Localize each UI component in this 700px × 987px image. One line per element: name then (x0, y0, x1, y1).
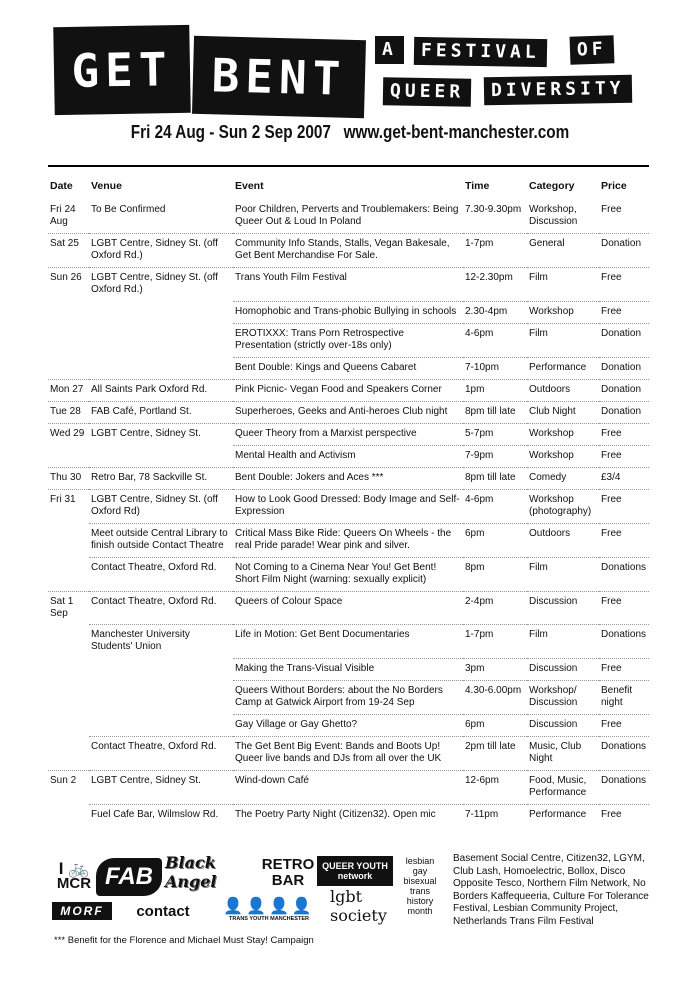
lgbt-society-logo: lgbt society (330, 887, 387, 925)
footnote: *** Benefit for the Florence and Michael Must Stay! Campaign (54, 935, 314, 946)
fab-logo: FAB (96, 858, 162, 896)
cell-date: Sat 25 (48, 234, 89, 268)
cell-date: Sun 2 (48, 770, 89, 804)
cell-category: Performance (527, 804, 599, 826)
cell-price: Donation (599, 379, 649, 401)
cell-price: Donation (599, 234, 649, 268)
cell-time: 1-7pm (463, 234, 527, 268)
festival-url[interactable]: www.get-bent-manchester.com (343, 122, 570, 142)
cell-venue: All Saints Park Oxford Rd. (89, 379, 233, 401)
table-row (48, 591, 649, 625)
cell-event: Queers Without Borders: about the No Borders Camp at Gatwick Airport from 19-24 Sep (233, 680, 463, 714)
cell-date: Sat 1 Sep (48, 591, 89, 625)
table-row (48, 445, 649, 467)
cell-venue: Contact Theatre, Oxford Rd. (89, 591, 233, 625)
contact-logo: contact (136, 902, 190, 920)
tag-word: A (375, 36, 404, 64)
header (0, 0, 700, 120)
cell-event: Trans Youth Film Festival (233, 268, 463, 302)
cell-price: Free (601, 204, 622, 215)
cell-date: Fri 31 (48, 489, 89, 523)
table-body (48, 200, 649, 826)
cell-category: Workshop (527, 423, 599, 445)
cell-time: 2-4pm (463, 591, 527, 625)
cell-event: Not Coming to a Cinema Near You! Get Bent! Short Film Night (warning: sexually explicit) (233, 557, 463, 591)
cell-date (48, 680, 89, 714)
cell-category: Music, Club Night (527, 736, 599, 770)
cell-time: 3pm (463, 658, 527, 680)
cell-event: Poor Children, Perverts and Troublemakers: Being Queer Out & Loud In Poland (235, 204, 459, 227)
cell-price: Free (599, 489, 649, 523)
cell-time: 7.30-9.30pm (465, 204, 522, 215)
cell-date (48, 658, 89, 680)
table-row (48, 467, 649, 489)
cell-date (48, 445, 89, 467)
cell-date: Mon 27 (48, 379, 89, 401)
cell-venue (89, 714, 233, 736)
cell-time: 7-9pm (463, 445, 527, 467)
cell-category: Film (527, 625, 599, 659)
cell-event: Gay Village or Gay Ghetto? (233, 714, 463, 736)
col-header-category: Category (529, 180, 575, 192)
cell-price: Free (599, 714, 649, 736)
cell-venue (89, 445, 233, 467)
cell-time: 6pm (463, 523, 527, 557)
cell-time: 7-11pm (463, 804, 527, 826)
cell-event: Making the Trans-Visual Visible (233, 658, 463, 680)
cell-time: 12-6pm (463, 770, 527, 804)
morf-logo: MORF (52, 902, 112, 920)
cell-venue (89, 357, 233, 379)
cell-category: Outdoors (527, 379, 599, 401)
trans-youth-logo: 👤👤👤👤 TRANS YOUTH MANCHESTER (223, 898, 315, 922)
cell-category: Comedy (527, 467, 599, 489)
lgbt-history-month-logo: lesbian gay bisexual trans history month (403, 856, 437, 916)
cell-date: Tue 28 (48, 401, 89, 423)
cell-price: Donations (599, 770, 649, 804)
table-row (48, 804, 649, 826)
cell-event: Superheroes, Geeks and Anti-heroes Club night (233, 401, 463, 423)
queer-youth-logo: QUEER YOUTH network (317, 856, 393, 886)
cell-time: 1-7pm (463, 625, 527, 659)
cell-venue (89, 323, 233, 357)
col-header-price: Price (601, 180, 627, 192)
sponsors-text: Basement Social Centre, Citizen32, LGYM, Club Lash, Homoelectric, Bollox, Disco Opposite Tesco, Northern Film Network, No Borders Kaffequeeria, Culture For Tolerance Festival, Lesbian Community Project, Netherlands Trans Film Festival (453, 853, 649, 927)
table-row (48, 557, 649, 591)
cell-price: Donation (599, 323, 649, 357)
table-header (48, 176, 649, 200)
cell-date (48, 357, 89, 379)
cell-venue: LGBT Centre, Sidney St. (89, 770, 233, 804)
cell-date: Fri 24 Aug (50, 204, 76, 227)
cell-venue (89, 301, 233, 323)
cell-event: Queers of Colour Space (233, 591, 463, 625)
table-row (48, 200, 649, 234)
table-row (48, 625, 649, 659)
cell-date (48, 323, 89, 357)
cell-price: Free (599, 445, 649, 467)
schedule-table (48, 176, 649, 826)
cell-time: 4-6pm (463, 323, 527, 357)
cell-price: Donations (599, 736, 649, 770)
table-row (48, 523, 649, 557)
cell-venue: LGBT Centre, Sidney St. (89, 423, 233, 445)
divider (48, 165, 649, 167)
cell-venue: LGBT Centre, Sidney St. (off Oxford Rd.) (89, 268, 233, 302)
tag-word: QUEER (383, 77, 472, 107)
cell-event: Pink Picnic- Vegan Food and Speakers Corner (233, 379, 463, 401)
cell-price: Free (599, 268, 649, 302)
cell-category: Discussion (527, 658, 599, 680)
cell-venue: Meet outside Central Library to finish outside Contact Theatre (89, 523, 233, 557)
cell-event: The Get Bent Big Event: Bands and Boots Up! Queer live bands and DJs from all over the UK (233, 736, 463, 770)
title-get: GET (53, 25, 191, 115)
cell-venue: LGBT Centre, Sidney St. (off Oxford Rd) (89, 489, 233, 523)
cell-time: 8pm (463, 557, 527, 591)
cell-price: Free (599, 804, 649, 826)
i-bike-mcr-logo: I 🚲 MCR (56, 859, 92, 892)
cell-time: 2.30-4pm (463, 301, 527, 323)
black-angel-logo: Black Angel (165, 853, 217, 891)
people-icon: 👤👤👤👤 (223, 898, 315, 915)
cell-time: 8pm till late (463, 467, 527, 489)
cell-venue: Retro Bar, 78 Sackville St. (89, 467, 233, 489)
cell-time: 12-2.30pm (463, 268, 527, 302)
cell-venue: LGBT Centre, Sidney St. (off Oxford Rd.) (89, 234, 233, 268)
cell-price: £3/4 (599, 467, 649, 489)
cell-date (48, 736, 89, 770)
title-bent: BENT (192, 36, 366, 118)
cell-time: 2pm till late (463, 736, 527, 770)
cell-event: Homophobic and Trans-phobic Bullying in schools (233, 301, 463, 323)
cell-date (48, 301, 89, 323)
table-row (48, 401, 649, 423)
cell-event: Queer Theory from a Marxist perspective (233, 423, 463, 445)
cell-price: Benefit night (599, 680, 649, 714)
table-row (48, 489, 649, 523)
cell-time: 7-10pm (463, 357, 527, 379)
cell-venue (89, 680, 233, 714)
cell-price: Free (599, 523, 649, 557)
table-row (48, 658, 649, 680)
cell-venue: Contact Theatre, Oxford Rd. (89, 557, 233, 591)
cell-venue: FAB Café, Portland St. (89, 401, 233, 423)
cell-event: Community Info Stands, Stalls, Vegan Bakesale, Get Bent Merchandise For Sale. (233, 234, 463, 268)
cell-event: Bent Double: Kings and Queens Cabaret (233, 357, 463, 379)
cell-category: Workshop (photography) (527, 489, 599, 523)
cell-date (48, 557, 89, 591)
cell-time: 5-7pm (463, 423, 527, 445)
cell-venue: Contact Theatre, Oxford Rd. (89, 736, 233, 770)
table-row (48, 736, 649, 770)
cell-event: Bent Double: Jokers and Aces *** (233, 467, 463, 489)
cell-event: Mental Health and Activism (233, 445, 463, 467)
col-header-venue: Venue (91, 180, 122, 192)
cell-category: Film (527, 323, 599, 357)
tag-word: OF (570, 35, 615, 65)
bike-icon: I 🚲 (58, 859, 90, 878)
col-header-event: Event (235, 180, 264, 192)
festival-dates: Fri 24 Aug - Sun 2 Sep 2007 (130, 122, 331, 142)
cell-date (48, 804, 89, 826)
cell-price: Free (599, 301, 649, 323)
cell-category: Club Night (527, 401, 599, 423)
cell-event: Wind-down Café (233, 770, 463, 804)
cell-time: 4-6pm (463, 489, 527, 523)
cell-date (48, 714, 89, 736)
dates-and-url (53, 122, 648, 143)
cell-event: Life in Motion: Get Bent Documentaries (233, 625, 463, 659)
cell-price: Free (599, 658, 649, 680)
cell-category: Workshop/ Discussion (527, 680, 599, 714)
cell-price: Donations (599, 557, 649, 591)
cell-category: Workshop (527, 445, 599, 467)
table-row (48, 770, 649, 804)
table-row (48, 268, 649, 302)
cell-date: Thu 30 (48, 467, 89, 489)
retro-bar-logo: RETRO BAR (261, 856, 315, 889)
table-row (48, 301, 649, 323)
cell-date (48, 625, 89, 659)
cell-category: Discussion (527, 591, 599, 625)
table-row (48, 323, 649, 357)
cell-event: EROTIXXX: Trans Porn Retrospective Presentation (strictly over-18s only) (233, 323, 463, 357)
cell-date (48, 523, 89, 557)
cell-event: The Poetry Party Night (Citizen32). Open mic (233, 804, 463, 826)
table-row (48, 379, 649, 401)
cell-event: Critical Mass Bike Ride: Queers On Wheels - the real Pride parade! Wear pink and silver. (233, 523, 463, 557)
tag-word: FESTIVAL (414, 37, 547, 67)
cell-time: 1pm (463, 379, 527, 401)
cell-category: Performance (527, 357, 599, 379)
cell-category: Workshop, Discussion (529, 204, 578, 227)
cell-price: Donation (599, 401, 649, 423)
cell-category: Film (527, 557, 599, 591)
cell-time: 4.30-6.00pm (463, 680, 527, 714)
cell-price: Donations (599, 625, 649, 659)
cell-event: How to Look Good Dressed: Body Image and Self-Expression (233, 489, 463, 523)
table-row (48, 357, 649, 379)
table-row (48, 423, 649, 445)
cell-category: General (527, 234, 599, 268)
cell-time: 8pm till late (463, 401, 527, 423)
cell-category: Workshop (527, 301, 599, 323)
cell-category: Discussion (527, 714, 599, 736)
table-row (48, 680, 649, 714)
table-row (48, 234, 649, 268)
cell-category: Food, Music, Performance (527, 770, 599, 804)
cell-venue: Fuel Cafe Bar, Wilmslow Rd. (89, 804, 233, 826)
col-header-time: Time (465, 180, 490, 192)
cell-price: Free (599, 591, 649, 625)
cell-price: Donation (599, 357, 649, 379)
tag-word: DIVERSITY (484, 75, 632, 106)
cell-time: 6pm (463, 714, 527, 736)
cell-venue: To Be Confirmed (91, 204, 166, 215)
cell-date: Wed 29 (48, 423, 89, 445)
col-header-date: Date (50, 180, 73, 192)
cell-category: Film (527, 268, 599, 302)
cell-venue: Manchester University Students' Union (89, 625, 233, 659)
cell-price: Free (599, 423, 649, 445)
table-row (48, 714, 649, 736)
cell-date: Sun 26 (48, 268, 89, 302)
cell-category: Outdoors (527, 523, 599, 557)
cell-venue (89, 658, 233, 680)
